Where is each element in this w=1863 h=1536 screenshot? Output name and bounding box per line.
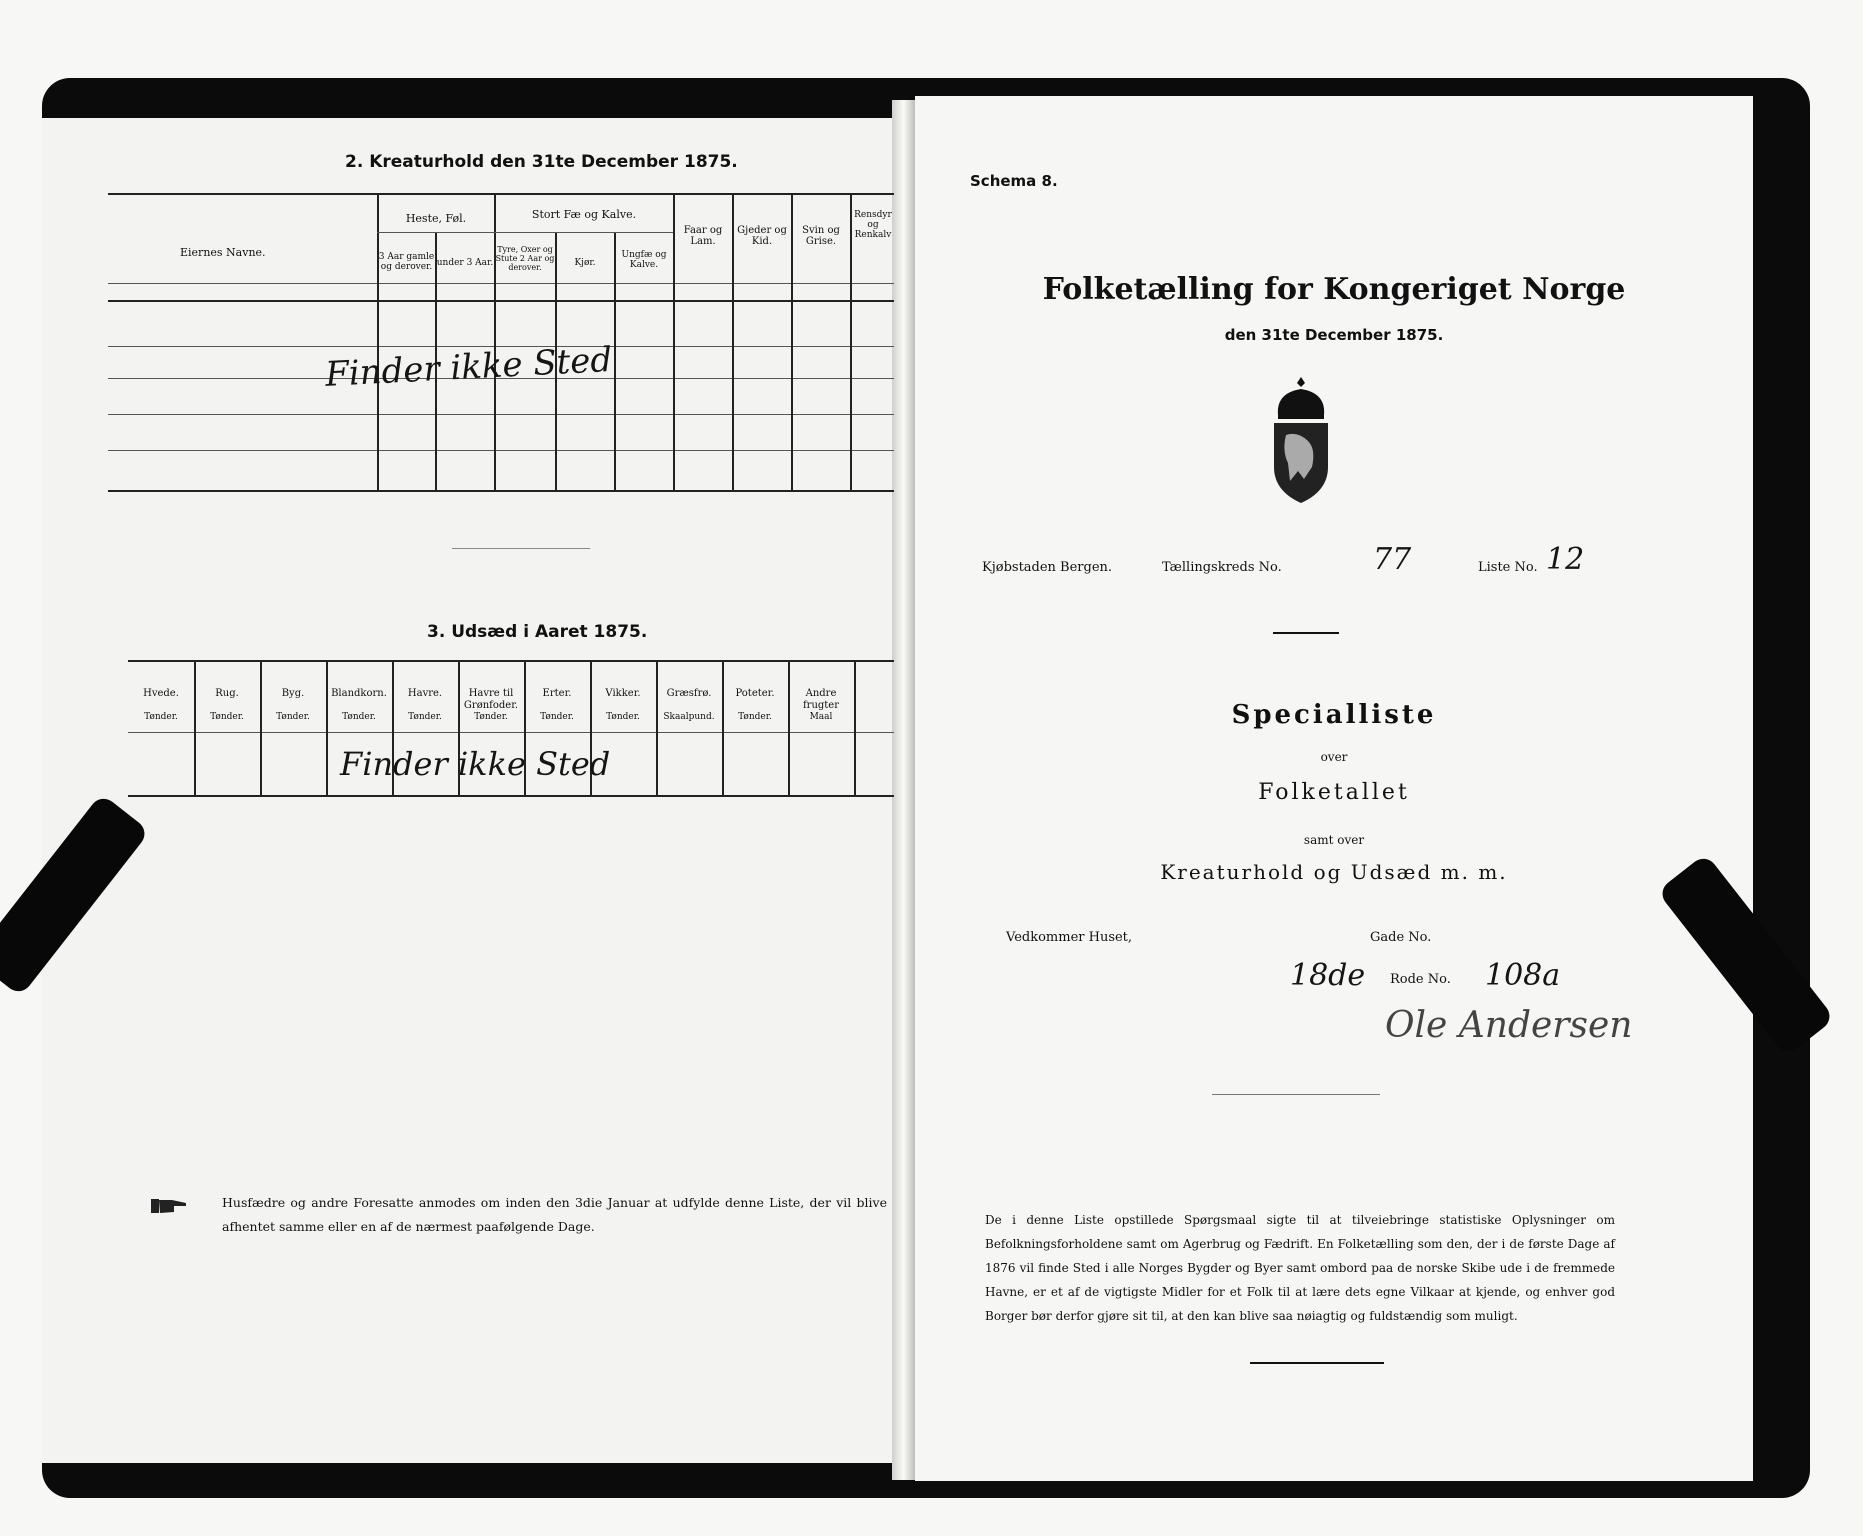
seed-column-name: Rug. xyxy=(215,688,239,699)
seed-column-unit: Tønder. xyxy=(738,712,772,722)
list-value: 12 xyxy=(1546,542,1585,577)
owner-header: Eiernes Navne. xyxy=(180,246,266,259)
column-divider xyxy=(260,660,262,795)
section3-handwriting: Finder ikke Sted xyxy=(340,745,611,783)
pointing-hand-icon xyxy=(150,1195,188,1217)
folketallet-heading: Folketallet xyxy=(1258,780,1410,805)
book-spine xyxy=(892,100,915,1480)
seed-column-name: Byg. xyxy=(281,688,305,699)
samt-over-text: samt over xyxy=(1303,833,1365,847)
gade-label: Gade No. xyxy=(1370,930,1432,945)
place-label: Kjøbstaden Bergen. xyxy=(982,560,1113,575)
seed-column-unit: Skaalpund. xyxy=(663,712,715,722)
seed-column-unit: Tønder. xyxy=(540,712,574,722)
horses-sub1: 3 Aar gamle og derover. xyxy=(378,252,435,272)
column-divider xyxy=(722,660,724,795)
census-title: Folketælling for Kongeriget Norge xyxy=(1042,272,1626,307)
horses-header: Heste, Føl. xyxy=(405,212,467,225)
list-label: Liste No. xyxy=(1478,560,1538,575)
coat-of-arms-icon xyxy=(1268,375,1334,505)
seed-column-unit: Tønder. xyxy=(408,712,442,722)
notice-text: Husfædre og andre Foresatte anmodes om inden den 3die Januar at udfylde denne Liste, der vil blive afhentet samme eller en af de nærmest paafølgende Dage. xyxy=(222,1195,887,1234)
explanation-text: De i denne Liste opstillede Spørgsmaal sigte til at tilveiebringe statistiske Oplysninger om Befolkningsforholdene samt om Agerbrug og Fædrift. En Folketælling som den, der i de første Dage af 1876 vil finde Sted i alle Norges Bygder og Byer samt ombord paa de norske Skibe ude i de fremmede Havne, er et af de vigtigste Midler for et Folk til at lære dets egne Vilkaar at kjende, og enhver god Borger bør derfor gjøre sit til, at den kan blive saa nøiagtig og fuldstændig som muligt. xyxy=(985,1213,1615,1323)
seed-column-name: Vikker. xyxy=(605,688,641,699)
vedkommer-label: Vedkommer Huset, xyxy=(1006,930,1133,945)
over-text: over xyxy=(1320,750,1348,764)
rode-prefix: 18de xyxy=(1290,958,1366,993)
rode-value: 108a xyxy=(1485,958,1561,993)
seed-column-name: Havre. xyxy=(407,688,443,699)
owner-name: Ole Andersen xyxy=(1385,1005,1633,1046)
column-divider xyxy=(326,660,328,795)
horses-sub2: under 3 Aar. xyxy=(436,258,494,268)
seed-column-name: Poteter. xyxy=(735,688,775,699)
seed-column-name: Blandkorn. xyxy=(331,688,387,699)
section3-title: 3. Udsæd i Aaret 1875. xyxy=(427,622,648,642)
sheep-header: Faar og Lam. xyxy=(683,225,723,247)
cattle-sub3: Ungfæ og Kalve. xyxy=(621,250,667,270)
specialliste-heading: Specialliste xyxy=(1231,700,1437,730)
seed-column-name: Havre til Grønfoder. xyxy=(463,688,519,711)
reindeer-header: Rensdyr og Renkalv xyxy=(854,210,892,240)
seed-column-unit: Tønder. xyxy=(210,712,244,722)
district-label: Tællingskreds No. xyxy=(1162,560,1282,575)
column-divider xyxy=(194,660,196,795)
pigs-header: Svin og Grise. xyxy=(802,225,840,247)
cattle-sub1: Tyre, Oxer og Stute 2 Aar og derover. xyxy=(495,245,555,272)
seed-column-name: Erter. xyxy=(542,688,572,699)
seed-column-unit: Tønder. xyxy=(474,712,508,722)
column-divider xyxy=(788,660,790,795)
seed-column-unit: Tønder. xyxy=(342,712,376,722)
cattle-sub2: Kjør. xyxy=(574,258,596,268)
cattle-header: Stort Fæ og Kalve. xyxy=(531,208,637,221)
seed-column-unit: Maal xyxy=(809,712,833,722)
kreaturhold-heading: Kreaturhold og Udsæd m. m. xyxy=(1160,860,1508,884)
left-page xyxy=(42,118,892,1463)
census-date: den 31te December 1875. xyxy=(1224,326,1444,344)
district-value: 77 xyxy=(1373,542,1412,577)
section2-title: 2. Kreaturhold den 31te December 1875. xyxy=(345,152,738,172)
seed-column-name: Hvede. xyxy=(143,688,179,699)
seed-column-unit: Tønder. xyxy=(144,712,178,722)
column-divider xyxy=(854,660,856,795)
section2-handwriting: Finder ikke Sted xyxy=(324,339,614,395)
seed-column-unit: Tønder. xyxy=(276,712,310,722)
schema-label: Schema 8. xyxy=(970,172,1058,190)
goats-header: Gjeder og Kid. xyxy=(737,225,787,247)
seed-column-unit: Tønder. xyxy=(606,712,640,722)
seed-column-name: Græsfrø. xyxy=(666,688,712,699)
rode-label: Rode No. xyxy=(1390,972,1451,987)
seed-column-name: Andre frugter xyxy=(802,688,840,711)
